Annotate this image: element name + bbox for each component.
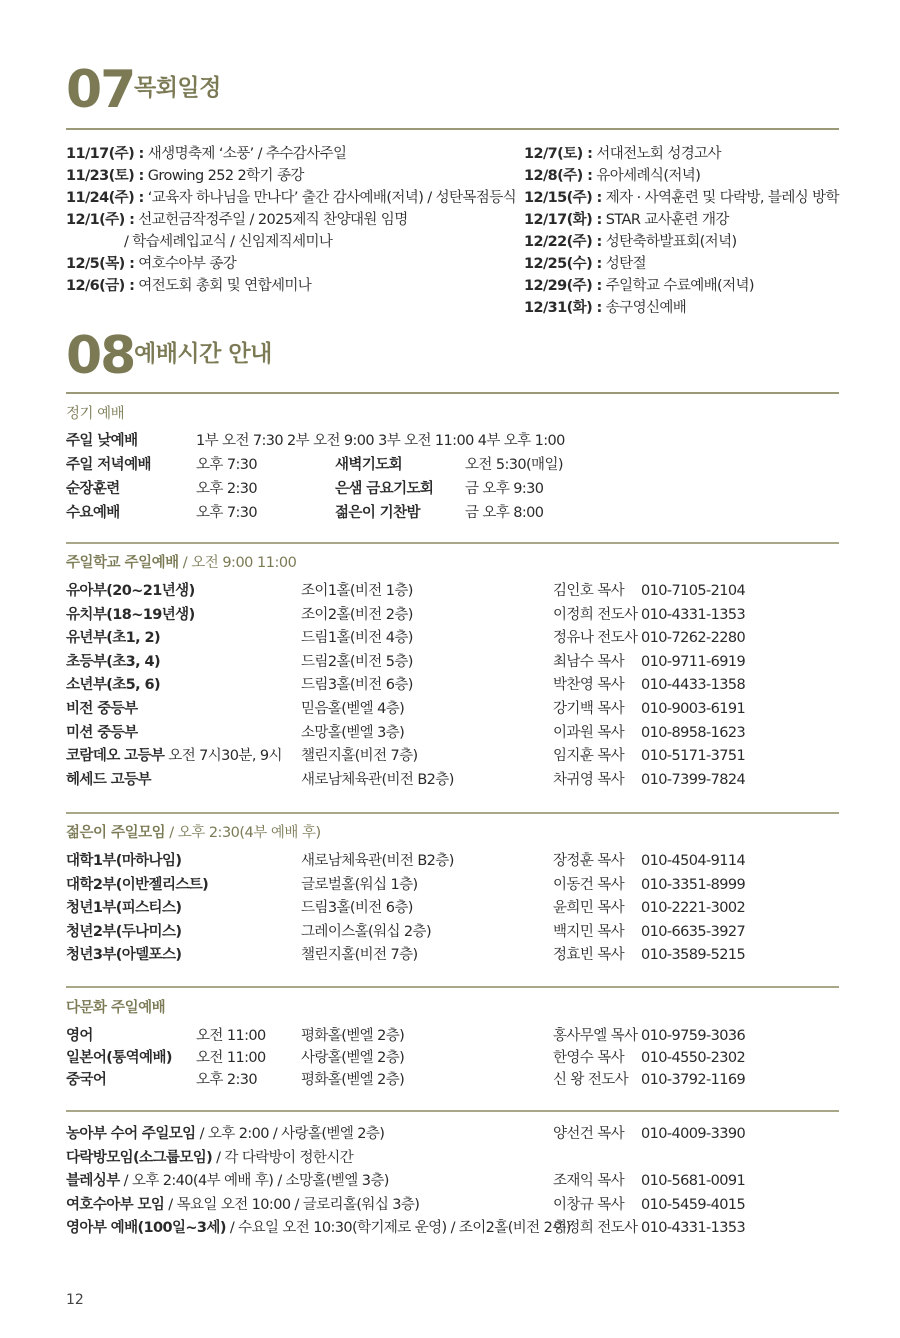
service-name: 수요예배 <box>66 505 120 521</box>
section-07-title: 목회일정 <box>134 75 221 101</box>
pastor-name: 정효빈 목사 <box>553 947 625 964</box>
pastor-name: 양선건 목사 <box>553 1126 625 1142</box>
phone-number: 010-3351-8999 <box>641 876 746 893</box>
service-name: 주일 낮예배 <box>66 433 138 449</box>
divider <box>66 812 839 814</box>
multicultural-heading: 다문화 주일예배 <box>66 1000 166 1016</box>
meeting-info: 블레싱부 / 오후 2:40(4부 예배 후) / 소망홀(벧엘 3층) <box>66 1173 389 1190</box>
pastor-name: 이동건 목사 <box>553 876 625 893</box>
service-time: 오전 11:00 <box>196 1028 266 1044</box>
pastor-name: 임지훈 목사 <box>553 748 625 765</box>
pastor-name: 정유나 전도사 <box>553 630 638 647</box>
dept-name: 청년3부(아델포스) <box>66 947 182 964</box>
schedule-item: 12/1(주) : 선교헌금작정주일 / 2025제직 찬양대원 임명 <box>66 212 408 228</box>
phone-number: 010-5459-4015 <box>641 1196 746 1213</box>
schedule-item: 12/29(주) : 주일학교 수료예배(저녁) <box>524 278 754 294</box>
dept-name: 헤세드 고등부 <box>66 771 151 788</box>
schedule-item: 11/23(토) : Growing 252 2학기 종강 <box>66 168 304 184</box>
dept-name: 미션 중등부 <box>66 724 138 741</box>
schedule-item: 12/25(수) : 성탄절 <box>524 256 646 272</box>
regular-services-heading: 정기 예배 <box>66 406 125 422</box>
dept-name: 영어 <box>66 1028 93 1044</box>
section-08-rule <box>66 392 839 394</box>
phone-number: 010-4550-2302 <box>641 1050 746 1066</box>
phone-number: 010-4504-9114 <box>641 853 746 869</box>
service-time: 금 오후 9:30 <box>465 481 544 497</box>
divider <box>66 1110 839 1112</box>
dept-name: 유아부(20~21년생) <box>66 583 195 599</box>
pastor-name: 장정훈 목사 <box>553 853 625 869</box>
phone-number: 010-9003-6191 <box>641 701 746 717</box>
phone-number: 010-7105-2104 <box>641 583 746 599</box>
location: 사랑홀(벧엘 2층) <box>301 1050 405 1066</box>
service-name: 젊은이 기찬밤 <box>335 505 420 521</box>
phone-number: 010-5681-0091 <box>641 1173 746 1190</box>
phone-number: 010-9759-3036 <box>641 1028 746 1044</box>
pastor-name: 이과원 목사 <box>553 724 625 741</box>
pastor-name: 이정희 전도사 <box>553 1220 638 1237</box>
phone-number: 010-4331-1353 <box>641 606 746 623</box>
phone-number: 010-9711-6919 <box>641 653 746 670</box>
location: 새로남체육관(비전 B2층) <box>301 853 454 869</box>
schedule-item: 12/6(금) : 여전도회 총회 및 연합세미나 <box>66 278 312 294</box>
dept-name: 대학1부(마하나임) <box>66 853 182 869</box>
service-time: 오후 2:30 <box>196 1072 257 1088</box>
section-08-title: 예배시간 안내 <box>134 341 272 367</box>
service-time: 오후 7:30 <box>196 505 257 521</box>
service-name: 주일 저녁예배 <box>66 457 151 473</box>
schedule-item: 12/22(주) : 성탄축하발표회(저녁) <box>524 234 737 250</box>
phone-number: 010-4331-1353 <box>641 1220 746 1237</box>
pastor-name: 차귀영 목사 <box>553 771 625 788</box>
dept-name: 청년1부(피스티스) <box>66 900 182 917</box>
location: 챌린지홀(비전 7층) <box>301 947 418 964</box>
pastor-name: 홍사무엘 목사 <box>553 1028 638 1044</box>
service-time: 오전 11:00 <box>196 1050 266 1066</box>
schedule-item-continued: / 학습세례입교식 / 신임제직세미나 <box>124 234 333 250</box>
dept-name: 유년부(초1, 2) <box>66 630 161 647</box>
location: 새로남체육관(비전 B2층) <box>301 771 454 788</box>
sunday-school-heading: 주일학교 주일예배 / 오전 9:00 11:00 <box>66 555 297 571</box>
schedule-item: 11/24(주) : ‘교육자 하나님을 만나다’ 출간 감사예배(저녁) / 성탄목점등식 <box>66 190 517 206</box>
service-time: 오후 7:30 <box>196 457 257 473</box>
pastor-name: 윤희민 목사 <box>553 900 625 917</box>
location: 드림2홀(비전 5층) <box>301 653 413 670</box>
divider <box>66 986 839 988</box>
section-07-number: 07 <box>66 60 135 120</box>
meeting-info: 다락방모임(소그룹모임) / 각 다락방이 정한시간 <box>66 1149 354 1166</box>
service-name: 은샘 금요기도회 <box>335 481 434 497</box>
pastor-name: 박찬영 목사 <box>553 677 625 694</box>
service-name: 새벽기도회 <box>335 457 403 473</box>
phone-number: 010-4009-3390 <box>641 1126 746 1142</box>
service-name: 순장훈련 <box>66 481 120 497</box>
dept-name: 대학2부(이반젤리스트) <box>66 876 209 893</box>
section-07-rule <box>66 128 839 130</box>
pastor-name: 이정희 전도사 <box>553 606 638 623</box>
location: 챌린지홀(비전 7층) <box>301 748 418 765</box>
divider <box>66 542 839 544</box>
phone-number: 010-5171-3751 <box>641 748 746 765</box>
dept-name: 유치부(18~19년생) <box>66 606 195 623</box>
phone-number: 010-8958-1623 <box>641 724 746 741</box>
phone-number: 010-7262-2280 <box>641 630 746 647</box>
pastor-name: 최남수 목사 <box>553 653 625 670</box>
page-number: 12 <box>66 1292 84 1308</box>
location: 평화홀(벧엘 2층) <box>301 1072 405 1088</box>
meeting-info: 여호수아부 모임 / 목요일 오전 10:00 / 글로리홀(워십 3층) <box>66 1196 420 1213</box>
meeting-info: 농아부 수어 주일모임 / 오후 2:00 / 사랑홀(벧엘 2층) <box>66 1126 385 1142</box>
schedule-item: 12/8(주) : 유아세례식(저녁) <box>524 168 701 184</box>
location: 믿음홀(벧엘 4층) <box>301 701 405 717</box>
schedule-item: 12/31(화) : 송구영신예배 <box>524 300 687 316</box>
pastor-name: 한영수 목사 <box>553 1050 625 1066</box>
phone-number: 010-3792-1169 <box>641 1072 746 1088</box>
schedule-item: 11/17(주) : 새생명축제 ‘소풍’ / 추수감사주일 <box>66 146 347 162</box>
schedule-item: 12/17(화) : STAR 교사훈련 개강 <box>524 212 729 228</box>
location: 평화홀(벧엘 2층) <box>301 1028 405 1044</box>
service-time: 1부 오전 7:30 2부 오전 9:00 3부 오전 11:00 4부 오후 1:00 <box>196 433 565 449</box>
meeting-info: 영아부 예배(100일~3세) / 수요일 오전 10:30(학기제로 운영) / 조이2홀(비전 2층) <box>66 1220 571 1237</box>
location: 그레이스홀(워십 2층) <box>301 923 432 940</box>
dept-name: 비전 중등부 <box>66 701 138 717</box>
dept-name: 초등부(초3, 4) <box>66 653 161 670</box>
location: 조이2홀(비전 2층) <box>301 606 413 623</box>
service-time: 금 오후 8:00 <box>465 505 544 521</box>
location: 드림1홀(비전 4층) <box>301 630 413 647</box>
pastor-name: 조재익 목사 <box>553 1173 625 1190</box>
schedule-item: 12/5(목) : 여호수아부 종강 <box>66 256 237 272</box>
young-adults-heading: 젊은이 주일모임 / 오후 2:30(4부 예배 후) <box>66 825 321 841</box>
phone-number: 010-3589-5215 <box>641 947 746 964</box>
dept-name: 코람데오 고등부 오전 7시30분, 9시 <box>66 748 282 765</box>
location: 소망홀(벧엘 3층) <box>301 724 405 741</box>
phone-number: 010-7399-7824 <box>641 771 746 788</box>
pastor-name: 강기백 목사 <box>553 701 625 717</box>
pastor-name: 이창규 목사 <box>553 1196 625 1213</box>
schedule-item: 12/15(주) : 제자 · 사역훈련 및 다락방, 블레싱 방학 <box>524 190 839 206</box>
pastor-name: 김인호 목사 <box>553 583 625 599</box>
phone-number: 010-2221-3002 <box>641 900 746 917</box>
pastor-name: 신 왕 전도사 <box>553 1072 629 1088</box>
service-time: 오전 5:30(매일) <box>465 457 563 473</box>
location: 글로벌홀(워십 1층) <box>301 876 418 893</box>
pastor-name: 백지민 목사 <box>553 923 625 940</box>
phone-number: 010-6635-3927 <box>641 923 746 940</box>
dept-name: 소년부(초5, 6) <box>66 677 161 694</box>
location: 조이1홀(비전 1층) <box>301 583 413 599</box>
dept-name: 중국어 <box>66 1072 107 1088</box>
dept-name: 일본어(통역예배) <box>66 1050 172 1066</box>
location: 드림3홀(비전 6층) <box>301 677 413 694</box>
schedule-item: 12/7(토) : 서대전노회 성경고사 <box>524 146 721 162</box>
section-08-number: 08 <box>66 326 135 386</box>
location: 드림3홀(비전 6층) <box>301 900 413 917</box>
dept-name: 청년2부(두나미스) <box>66 923 182 940</box>
service-time: 오후 2:30 <box>196 481 257 497</box>
phone-number: 010-4433-1358 <box>641 677 746 694</box>
